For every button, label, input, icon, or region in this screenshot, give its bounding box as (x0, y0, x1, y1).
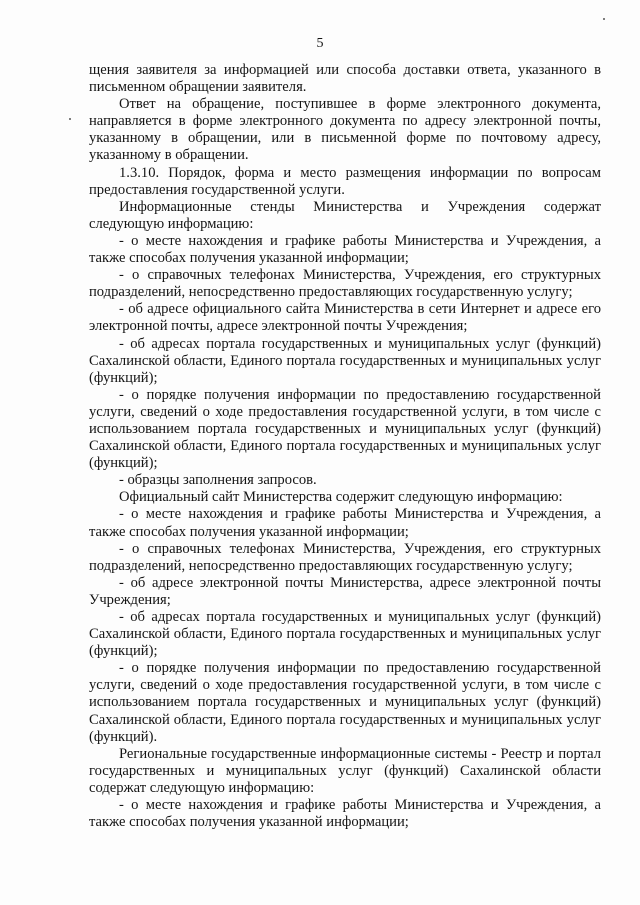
list-item: - о месте нахождения и графике работы Министерства и Учреждения, а также способах получения указанной информации; (89, 797, 601, 831)
paragraph-response-form: Ответ на обращение, поступившее в форме электронного документа, направляется в форме электронного документа по адресу электронной почты, указанному в обращении, или в письменной форме по почтовому адресу, указанному в обращении. (89, 96, 601, 164)
paragraph-regional-systems-intro: Региональные государственные информационные системы - Реестр и портал государственных и муниципальных услуг (функций) Сахалинской области содержат следующую информацию: (89, 745, 601, 796)
paragraph-continuation: щения заявителя за информацией или способа доставки ответа, указанного в письменном обращении заявителя. (89, 62, 601, 96)
list-item: - о справочных телефонах Министерства, Учреждения, его структурных подразделений, непосредственно предоставляющих государственную услугу; (89, 540, 601, 574)
list-item: - о порядке получения информации по предоставлению государственной услуги, сведений о ходе предоставления государственной услуги, в том числе с использованием портала государственных и муниципальных услуг (функций) Сахалинской области, Единого портала государственных и муниципальных услуг (функций). (89, 660, 601, 745)
paragraph-website-intro: Официальный сайт Министерства содержит следующую информацию: (119, 489, 563, 506)
section-heading-1-3-10: 1.3.10. Порядок, форма и место размещения информации по вопросам предоставления государственной услуги. (89, 164, 601, 198)
document-body (89, 62, 601, 831)
list-item: - образцы заполнения запросов. (119, 472, 317, 489)
list-item: - об адресах портала государственных и муниципальных услуг (функций) Сахалинской области, Единого портала государственных и муниципальных услуг (функций); (89, 609, 601, 660)
list-item: - об адресе официального сайта Министерства в сети Интернет и адресе его электронной почты, адресе электронной почты Учреждения; (89, 301, 601, 335)
paragraph-info-stands-intro: Информационные стенды Министерства и Учреждения содержат следующую информацию: (89, 198, 601, 232)
scan-speck (603, 18, 605, 20)
page-number: 5 (316, 36, 324, 51)
list-item: - о месте нахождения и графике работы Министерства и Учреждения, а также способах получения указанной информации; (89, 506, 601, 540)
list-item: - о месте нахождения и графике работы Министерства и Учреждения, а также способах получения указанной информации; (89, 232, 601, 267)
list-item: - о порядке получения информации по предоставлению государственной услуги, сведений о ходе предоставления государственной услуги, в том числе с использованием портала государственных и муниципальных услуг (функций) Сахалинской области, Единого портала государственных и муниципальных услуг (функций); (89, 386, 601, 472)
list-item: - о справочных телефонах Министерства, Учреждения, его структурных подразделений, непосредственно предоставляющих государственную услугу; (89, 267, 601, 301)
list-item: - об адресе электронной почты Министерства, адресе электронной почты Учреждения; (89, 574, 601, 608)
list-item: - об адресах портала государственных и муниципальных услуг (функций) Сахалинской области, Единого портала государственных и муниципальных услуг (функций); (89, 335, 601, 386)
scan-speck (69, 118, 71, 120)
